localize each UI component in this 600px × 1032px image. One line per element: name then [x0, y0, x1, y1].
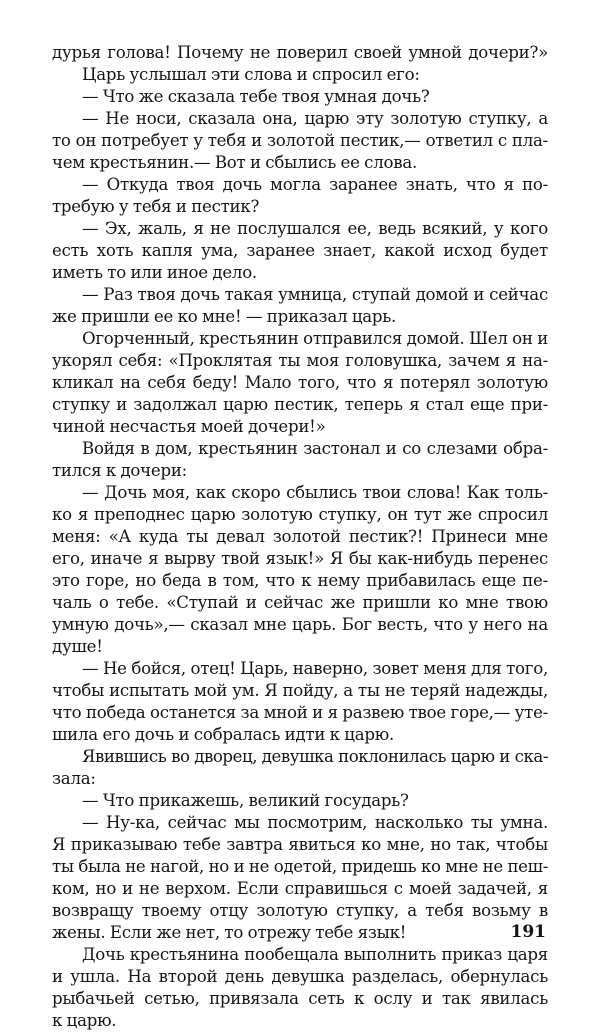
text-line: иметь то или иное дело. — [52, 263, 257, 282]
text-line: ты была не нагой, но и не одетой, придешь ко мне не пеш- — [52, 857, 548, 876]
text-line: умную дочь»,— сказал мне царь. Бог весть, что у него на — [52, 615, 548, 634]
text-line: и ушла. На второй день девушка разделась, обернулась — [52, 967, 548, 986]
text-line: тился к дочери: — [52, 461, 187, 480]
text-line: чтобы испытать мой ум. Я пойду, а ты не теряй надежды, — [52, 681, 548, 700]
text-line: же пришли ее ко мне! — приказал царь. — [52, 307, 397, 326]
text-line: его, иначе я вырву твой язык!» Я бы как-нибудь перенес — [52, 549, 548, 568]
text-line: укорял себя: «Проклятая ты моя головушка, зачем я на- — [52, 351, 548, 370]
text-line: ко я преподнес царю золотую ступку, он тут же спросил — [52, 505, 548, 524]
text-line: жены. Если же нет, то отрежу тебе язык! — [52, 923, 407, 942]
text-line: зала: — [52, 769, 96, 788]
text-line: Дочь крестьянина пообещала выполнить приказ царя — [82, 945, 548, 964]
text-line: — Ну-ка, сейчас мы посмотрим, насколько ты умна. — [82, 813, 548, 832]
text-line: чем крестьянин.— Вот и сбылись ее слова. — [52, 153, 418, 172]
text-line: — Откуда твоя дочь могла заранее знать, что я по- — [82, 175, 548, 194]
text-line: Я приказываю тебе завтра явиться ко мне, но так, чтобы — [52, 835, 548, 854]
text-line: — Раз твоя дочь такая умница, ступай домой и сейчас — [82, 285, 548, 304]
text-line: — Не носи, сказала она, царю эту золотую ступку, а — [82, 109, 548, 128]
page-text — [52, 42, 548, 1032]
text-line: дурья голова! Почему не поверил своей умной дочери?» — [52, 43, 548, 62]
text-line: Явившись во дворец, девушка поклонилась царю и ска- — [82, 747, 548, 766]
text-line: Огорченный, крестьянин отправился домой. Шел он и — [82, 329, 549, 348]
text-line: чиной несчастья моей дочери!» — [52, 417, 326, 436]
text-line: рыбачьей сетью, привязала сеть к ослу и так явилась — [52, 989, 548, 1008]
text-line: ступку и задолжал царю пестик, теперь я стал еще при- — [52, 395, 548, 414]
text-line: — Дочь моя, как скоро сбылись твои слова! Как толь- — [82, 483, 548, 502]
text-line: — Эх, жаль, я не послушался ее, ведь всякий, у кого — [82, 219, 548, 238]
text-line: ком, но и не верхом. Если справишься с моей задачей, я — [52, 879, 548, 898]
text-line: возвращу твоему отцу золотую ступку, а тебя возьму в — [52, 901, 548, 920]
text-line: Войдя в дом, крестьянин застонал и со слезами обра- — [82, 439, 548, 458]
text-line: меня: «А куда ты девал золотой пестик?! Принеси мне — [52, 527, 548, 546]
page-number: 191 — [510, 922, 546, 942]
text-line: это горе, но беда в том, что к нему прибавилась еще пе- — [52, 571, 548, 590]
text-line: есть хоть капля ума, заранее знает, какой исход будет — [52, 241, 548, 260]
text-line: требую у тебя и пестик? — [52, 197, 260, 216]
text-line: — Не бойся, отец! Царь, наверно, зовет меня для того, — [82, 659, 548, 678]
text-line: — Что же сказала тебе твоя умная дочь? — [82, 87, 430, 106]
text-line: Царь услышал эти слова и спросил его: — [82, 65, 420, 84]
text-line: — Что прикажешь, великий государь? — [82, 791, 409, 810]
text-line: шила его дочь и собралась идти к царю. — [52, 725, 394, 744]
text-line: то он потребует у тебя и золотой пестик,— ответил с пла- — [52, 131, 548, 150]
text-line: кликал на себя беду! Мало того, что я потерял золотую — [52, 373, 548, 392]
text-line: к царю. — [52, 1011, 117, 1030]
text-line: душе! — [52, 637, 103, 656]
text-line: что победа останется за мной и я развею твое горе,— уте- — [52, 703, 548, 722]
text-line: чаль о тебе. «Ступай и сейчас же пришли ко мне твою — [52, 593, 548, 612]
